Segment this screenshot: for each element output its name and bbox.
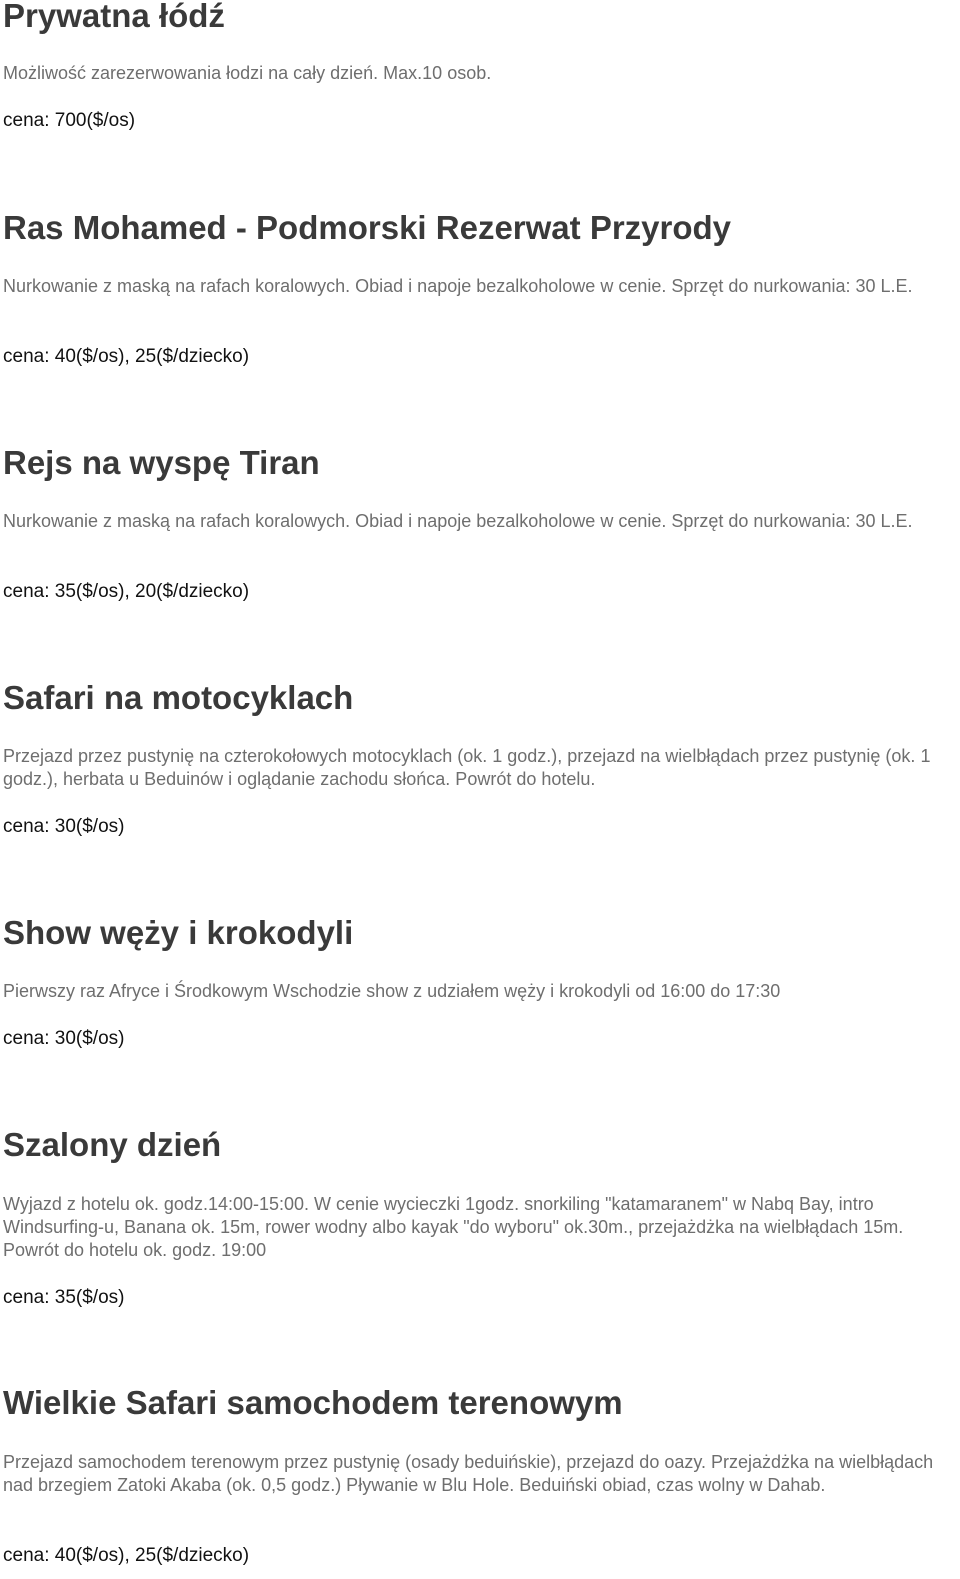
section-title: Safari na motocyklach (3, 679, 354, 716)
section-wielkie-safari (3, 1383, 955, 1566)
section-ras-mohamed (3, 208, 955, 367)
section-title: Prywatna łódź (3, 0, 225, 34)
section-description: Pierwszy raz Afryce i Środkowym Wschodzie show z udziałem węży i krokodyli od 16:00 do 17:30 (3, 981, 781, 1001)
section-title: Rejs na wyspę Tiran (3, 444, 320, 481)
section-szalony-dzien (3, 1125, 955, 1308)
section-prywatna-lodz (3, 0, 955, 131)
section-title: Show węży i krokodyli (3, 914, 354, 951)
section-description: Nurkowanie z maską na rafach koralowych. Obiad i napoje bezalkoholowe w cenie. Sprzęt do nurkowania: 30 L.E. (3, 276, 913, 296)
section-price: cena: 35($/os) (3, 1287, 125, 1308)
section-title: Ras Mohamed - Podmorski Rezerwat Przyrody (3, 209, 732, 246)
section-price: cena: 40($/os), 25($/dziecko) (3, 346, 250, 367)
section-price: cena: 40($/os), 25($/dziecko) (3, 1545, 250, 1566)
section-price: cena: 35($/os), 20($/dziecko) (3, 581, 250, 602)
section-rejs-tiran (3, 443, 955, 602)
section-price: cena: 700($/os) (3, 110, 136, 131)
section-safari-motocykle (3, 678, 955, 837)
section-description: Przejazd samochodem terenowym przez pustynię (osady beduińskie), przejazd do oazy. Przejażdżka na wielbłądach nad brzegiem Zatoki Akaba (ok. 0,5 godz.) Pływanie w Blu Hole. Beduiński obiad, czas wolny w Dahab. (3, 1452, 934, 1495)
section-title: Szalony dzień (3, 1126, 222, 1163)
section-price: cena: 30($/os) (3, 816, 125, 837)
section-description: Przejazd przez pustynię na czterokołowych motocyklach (ok. 1 godz.), przejazd na wielbłądach przez pustynię (ok. 1 godz.), herbata u Beduinów i oglądanie zachodu słońca. Powrót do hotelu. (3, 746, 931, 789)
section-title: Wielkie Safari samochodem terenowym (3, 1384, 623, 1421)
section-price: cena: 30($/os) (3, 1028, 125, 1049)
section-show-weze-krokodyle (3, 913, 955, 1049)
section-description: Nurkowanie z maską na rafach koralowych. Obiad i napoje bezalkoholowe w cenie. Sprzęt do nurkowania: 30 L.E. (3, 511, 913, 531)
section-description: Możliwość zarezerwowania łodzi na cały dzień. Max.10 osob. (3, 63, 492, 83)
section-description: Wyjazd z hotelu ok. godz.14:00-15:00. W cenie wycieczki 1godz. snorkiling "katamaranem" w Nabq Bay, intro Windsurfing-u, Banana ok. 15m, rower wodny albo kayak "do wyboru" ok.30m., przejażdżka na wielbłądach 15m. Powrót do hotelu ok. godz. 19:00 (3, 1194, 904, 1260)
